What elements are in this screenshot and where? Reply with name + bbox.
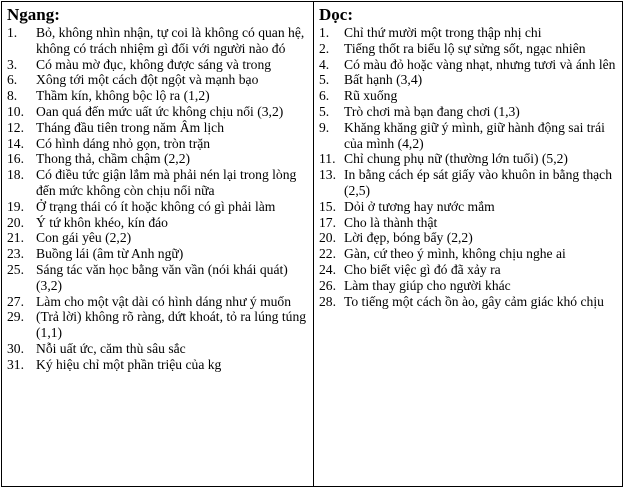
down-clue: [314, 199, 622, 215]
clue-text: (Trả lời) không rõ ràng, dứt khoát, tỏ ra lúng túng (1,1): [36, 309, 307, 341]
clue-number: 6.: [7, 72, 18, 88]
clue-text: Bỏ, không nhìn nhận, tự coi là không có quan hệ, không có trách nhiệm gì đối với người nào đó: [36, 25, 305, 56]
across-clue: [2, 88, 313, 104]
clue-text: Có màu đỏ hoặc vàng nhạt, nhưng tươi và ánh lên: [344, 56, 616, 72]
down-clue: [314, 230, 622, 246]
down-clue: [314, 72, 622, 88]
clue-number: 9.: [319, 119, 330, 135]
down-clue-list: [314, 25, 622, 309]
clue-number: 13.: [319, 167, 336, 183]
clue-text: Làm thay giúp cho người khác: [344, 277, 511, 293]
down-clue: [314, 120, 622, 152]
clue-number: 19.: [7, 198, 24, 214]
down-heading: Dọc:: [319, 5, 353, 24]
across-clue: [2, 215, 313, 231]
clue-text: Có hình dáng nhỏ gọn, tròn trặn: [36, 135, 211, 151]
down-clue: [314, 88, 622, 104]
clue-text: Cho là thành thật: [344, 214, 438, 230]
clue-number: 24.: [319, 261, 336, 277]
clue-text: Xông tới một cách đột ngột và mạnh bạo: [36, 72, 259, 88]
across-clue: [2, 72, 313, 88]
across-clue-list: [2, 25, 313, 373]
clue-text: Thong thả, chầm chậm (2,2): [36, 151, 191, 167]
clue-number: 29.: [7, 309, 24, 325]
clue-text: Bất hạnh (3,4): [344, 72, 423, 88]
clue-number: 11.: [319, 151, 336, 167]
clue-text: Ý tứ khôn khéo, kín đáo: [36, 214, 168, 230]
clue-text: Oan quá đến mức uất ức không chịu nổi (3,2): [36, 103, 284, 119]
across-heading: Ngang:: [7, 5, 60, 24]
across-clue: [2, 136, 313, 152]
clue-text: Dỏi ở tương hay nước mắm: [344, 198, 495, 214]
clue-number: 8.: [7, 88, 18, 104]
clue-number: 4.: [319, 56, 330, 72]
clue-text: Chỉ thứ mười một trong thập nhị chi: [344, 25, 542, 40]
clue-number: 12.: [7, 119, 24, 135]
clue-number: 25.: [7, 261, 24, 277]
down-column: [313, 2, 622, 486]
across-clue: [2, 104, 313, 120]
clue-number: 20.: [7, 214, 24, 230]
clue-text: Buồng lái (âm từ Anh ngữ): [36, 246, 184, 262]
clue-text: Tháng đầu tiên trong năm Âm lịch: [36, 119, 225, 135]
clue-number: 3.: [7, 56, 18, 72]
clue-number: 14.: [7, 135, 24, 151]
down-clue: [314, 151, 622, 167]
clue-text: Khăng khăng giữ ý mình, giữ hành động sai trái của mình (4,2): [344, 119, 605, 151]
across-clue: [2, 151, 313, 167]
down-clue: [314, 262, 622, 278]
across-clue: [2, 246, 313, 262]
across-clue: [2, 309, 313, 341]
clue-text: Tiếng thốt ra biểu lộ sự sửng sốt, ngạc nhiên: [344, 40, 586, 56]
clue-text: Rũ xuống: [344, 88, 398, 104]
clue-text: In bằng cách ép sát giấy vào khuôn in bằng thạch (2,5): [344, 167, 613, 198]
down-clue: [314, 278, 622, 294]
clue-number: 21.: [7, 230, 24, 246]
clue-number: 10.: [7, 103, 24, 119]
clue-number: 5.: [319, 72, 330, 88]
clue-number: 20.: [319, 230, 336, 246]
clue-number: 2.: [319, 40, 330, 56]
clue-text: Làm cho một vật dài có hình dáng như ý muốn: [36, 293, 292, 309]
clue-text: Sáng tác văn học bằng văn vần (nói khái quát) (3,2): [36, 261, 288, 293]
down-clue: [314, 215, 622, 231]
across-clue: [2, 294, 313, 310]
down-clue: [314, 294, 622, 310]
clue-text: Có điều tức giận lắm mà phải nén lại trong lòng đến mức không còn chịu nổi nữa: [36, 167, 297, 198]
clue-text: Lời đẹp, bóng bẩy (2,2): [344, 230, 473, 246]
across-clue: [2, 230, 313, 246]
across-column: [2, 2, 313, 486]
clue-number: 22.: [319, 246, 336, 262]
across-clue: [2, 199, 313, 215]
across-clue: [2, 262, 313, 294]
across-clue: [2, 167, 313, 199]
clue-number: 28.: [319, 293, 336, 309]
clue-number: 15.: [319, 198, 336, 214]
clue-number: 26.: [319, 277, 336, 293]
across-clue: [2, 341, 313, 357]
clue-text: To tiếng một cách ồn ào, gây cảm giác khó chịu: [344, 293, 604, 309]
clue-text: Trò chơi mà bạn đang chơi (1,3): [344, 103, 520, 119]
clue-number: 1.: [7, 25, 18, 40]
clue-number: 17.: [319, 214, 336, 230]
across-clue: [2, 57, 313, 73]
across-clue: [2, 120, 313, 136]
clue-number: 16.: [7, 151, 24, 167]
across-clue: [2, 25, 313, 57]
clue-text: Có màu mờ đục, không được sáng và trong: [36, 56, 272, 72]
clue-text: Cho biết việc gì đó đã xảy ra: [344, 261, 501, 277]
down-clue: [314, 57, 622, 73]
down-clue: [314, 41, 622, 57]
clue-text: Con gái yêu (2,2): [36, 230, 132, 246]
clue-number: 1.: [319, 25, 330, 40]
clue-number: 23.: [7, 246, 24, 262]
clue-number: 27.: [7, 293, 24, 309]
crossword-clue-table: [1, 1, 623, 487]
clue-number: 6.: [319, 88, 330, 104]
clue-text: Nỗi uất ức, căm thù sâu sắc: [36, 340, 186, 356]
clue-text: Gàn, cứ theo ý mình, không chịu nghe ai: [344, 246, 566, 262]
down-clue: [314, 167, 622, 199]
clue-text: Ở trạng thái có ít hoặc không có gì phải làm: [36, 198, 276, 214]
across-clue: [2, 357, 313, 373]
clue-number: 30.: [7, 340, 24, 356]
clue-text: Chỉ chung phụ nữ (thường lớn tuổi) (5,2): [344, 151, 568, 167]
down-clue: [314, 246, 622, 262]
down-clue: [314, 104, 622, 120]
clue-number: 31.: [7, 356, 24, 372]
clue-number: 18.: [7, 167, 24, 183]
clue-text: Ký hiệu chỉ một phần triệu của kg: [36, 356, 222, 372]
clue-text: Thầm kín, không bộc lộ ra (1,2): [36, 88, 210, 104]
clue-number: 5.: [319, 103, 330, 119]
down-clue: [314, 25, 622, 41]
